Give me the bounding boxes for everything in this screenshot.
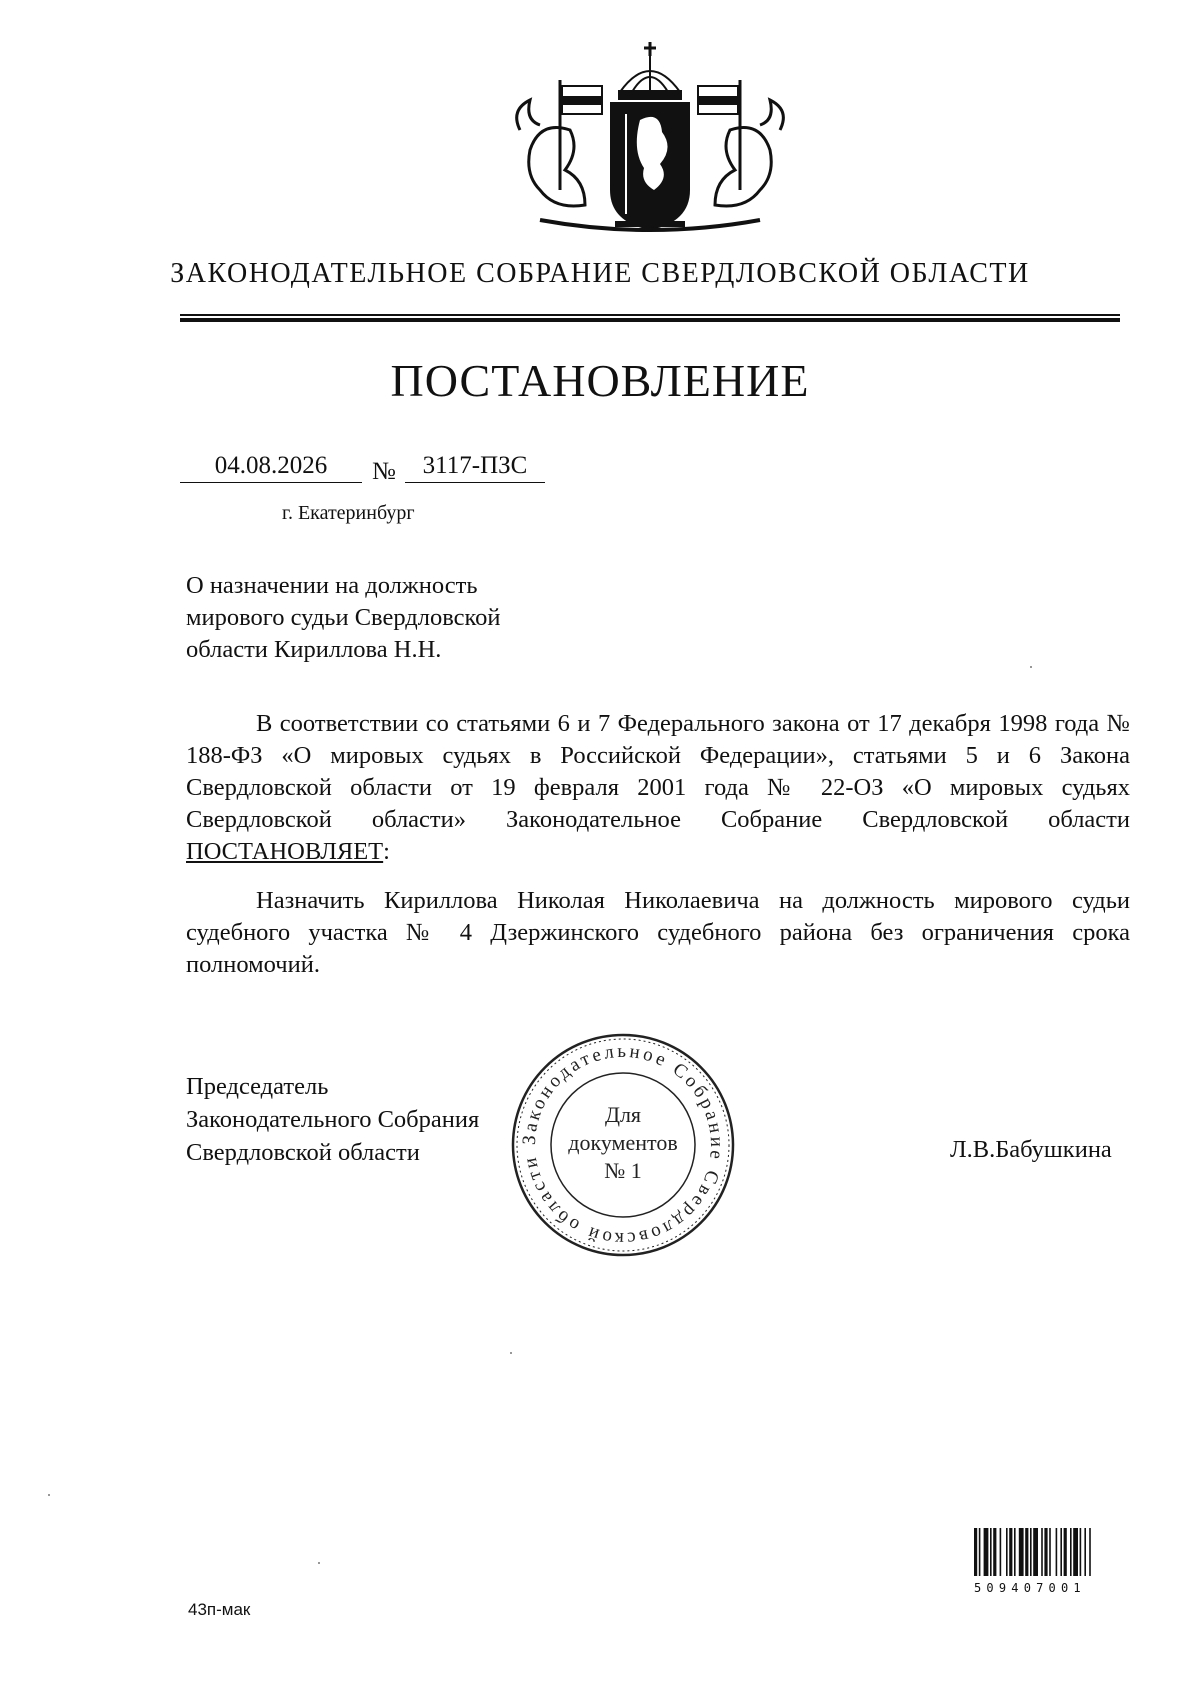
barcode-bar <box>993 1528 996 1576</box>
stamp-ring-text: Законодательное Собрание Свердловской области <box>518 1040 728 1250</box>
barcode-bar <box>974 1528 977 1576</box>
barcode-bar <box>1014 1528 1016 1576</box>
barcode-bar <box>990 1528 992 1576</box>
resolves-keyword: ПОСТАНОВЛЯЕТ <box>186 838 384 865</box>
barcode-bar <box>1019 1528 1024 1576</box>
document-number: 3117-ПЗС <box>405 452 545 483</box>
barcode-bar <box>1080 1528 1082 1576</box>
coat-of-arms-icon <box>500 40 800 240</box>
document-date: 04.08.2026 <box>180 452 362 483</box>
barcode-bar <box>1056 1528 1058 1576</box>
scan-speck <box>510 1352 512 1354</box>
header-rule-thin <box>180 314 1120 316</box>
organization-name: ЗАКОНОДАТЕЛЬНОЕ СОБРАНИЕ СВЕРДЛОВСКОЙ ОБЛАСТИ <box>170 258 1030 289</box>
barcode-bar <box>1033 1528 1038 1576</box>
stamp-center-line: документов <box>568 1130 678 1155</box>
barcode-bar <box>1070 1528 1072 1576</box>
basis-text: В соответствии со статьями 6 и 7 Федерального закона от 17 декабря 1998 года № 188-ФЗ «О мировых судьях в Российской Федерации», статьями 5 и 6 Закона Свердловской области от 19 февраля 2001 года № 22-ОЗ «О мировых судьях Свердловской области» Законодательное Собрание Свердловской области <box>186 710 1130 833</box>
signatory-name: Л.В.Бабушкина <box>950 1136 1112 1163</box>
signatory-position <box>186 1070 479 1169</box>
footer-code: 43п-мак <box>188 1600 251 1619</box>
barcode-bar <box>1030 1528 1032 1576</box>
barcode-bar <box>1009 1528 1012 1576</box>
scan-speck <box>318 1562 320 1564</box>
barcode-icon <box>974 1528 1124 1576</box>
header-rule-thick <box>180 318 1120 322</box>
barcode-bar <box>979 1528 981 1576</box>
scan-speck <box>48 1494 50 1496</box>
barcode-bar <box>1060 1528 1062 1576</box>
stamp-center-line: № 1 <box>604 1158 642 1183</box>
barcode-bar <box>1025 1528 1028 1576</box>
number-sign: № <box>372 458 396 485</box>
barcode-bar <box>1044 1528 1047 1576</box>
barcode-bar <box>1006 1528 1008 1576</box>
position-line: Свердловской области <box>186 1139 420 1166</box>
barcode-number: 509407001 <box>974 1581 1086 1595</box>
stamp-center-line: Для <box>604 1102 642 1127</box>
body-paragraph-basis <box>186 708 1130 868</box>
barcode-bar <box>1049 1528 1051 1576</box>
basis-colon: : <box>383 838 390 865</box>
scan-speck <box>1030 666 1032 668</box>
subject-line: О назначении на должность <box>186 572 478 599</box>
document-type-title: ПОСТАНОВЛЕНИЕ <box>390 355 810 406</box>
barcode-bar <box>1084 1528 1086 1576</box>
body-paragraph-decision: Назначить Кириллова Николая Николаевича на должность мирового судьи судебного участка № 4 Дзержинского судебного района без ограничения срока полномочий. <box>186 887 1130 978</box>
city-name: г. Екатеринбург <box>282 502 415 524</box>
position-line: Законодательного Собрания <box>186 1106 480 1133</box>
barcode-bar <box>1089 1528 1091 1576</box>
official-stamp <box>508 1030 738 1260</box>
barcode-bar <box>1073 1528 1078 1576</box>
position-line: Председатель <box>186 1073 329 1100</box>
barcode-bar <box>1041 1528 1043 1576</box>
subject-line: мирового судьи Свердловской <box>186 604 501 631</box>
subject-line: области Кириллова Н.Н. <box>186 636 442 663</box>
barcode-bar <box>984 1528 989 1576</box>
barcode-bar <box>1000 1528 1002 1576</box>
barcode-bar <box>1064 1528 1067 1576</box>
document-subject <box>186 570 501 666</box>
